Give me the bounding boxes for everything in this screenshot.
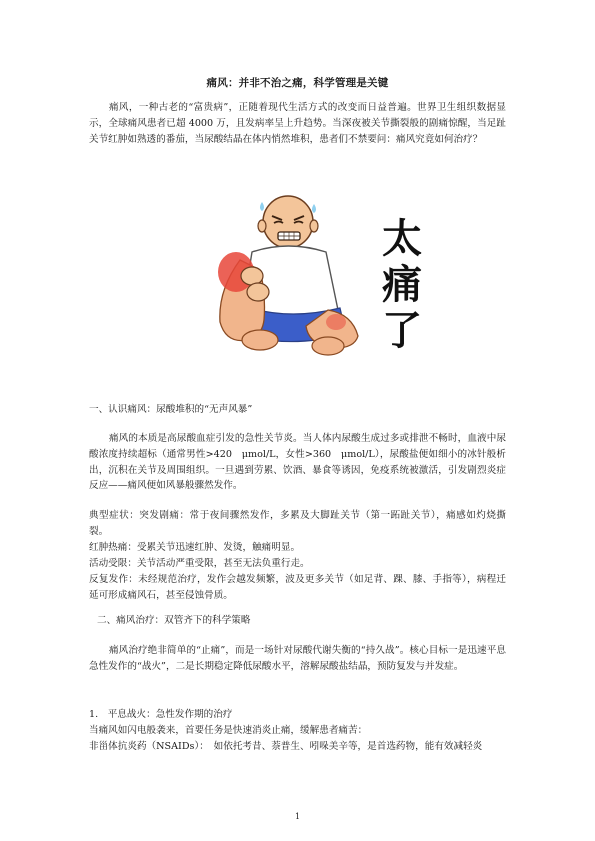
document-title: 痛风：并非不治之痛，科学管理是关键: [206, 77, 389, 89]
subsection-line: 当痛风如闪电般袭来，首要任务是快速消炎止痛，缓解患者痛苦：: [89, 725, 368, 736]
intro-paragraph: 痛风，一种古老的“富贵病”，正随着现代生活方式的改变而日益普遍。世界卫生组织数据显示，全球痛风患者已超 4000 万，且发病率呈上升趋势。当深夜被关节撕裂般的剧痛惊醒，当足趾关节红肿如熟透的番茄，当尿酸结晶在体内悄然堆积，患者们不禁要问：痛风究竟如何治疗？: [89, 102, 506, 145]
caption-char-3: 了: [382, 308, 422, 354]
caption-char-2: 痛: [382, 262, 422, 308]
section1-heading: 一、认识痛风：尿酸堆积的“无声风暴”: [89, 404, 253, 415]
page-number: 1: [294, 812, 301, 821]
subsection-line: 非甾体抗炎药（NSAIDs）： 如依托考昔、萘普生、吲哚美辛等，是首选药物，能有效减轻炎: [89, 741, 483, 752]
subsection-heading: 1. 平息战火：急性发作期的治疗: [89, 709, 233, 720]
symptom-item: 典型症状：突发剧痛：常于夜间骤然发作，多累及大脚趾关节（第一跖趾关节），痛感如灼烧撕裂。: [89, 510, 506, 537]
caption-char-1: 太: [382, 216, 422, 262]
section1-body: 痛风的本质是高尿酸血症引发的急性关节炎。当人体内尿酸生成过多或排泄不畅时，血液中尿酸浓度持续超标（通常男性>420 μmol/L，女性>360 μmol/L），尿酸盐便如细小的冰针般析出，沉积在关节及周围组织。一旦遇到劳累、饮酒、暴食等诱因，免疫系统被激活，引发剧烈炎症反应——痛风便如风暴般骤然发作。: [89, 433, 506, 492]
symptom-item: 反复发作：未经规范治疗，发作会越发频繁，波及更多关节（如足背、踝、膝、手指等），病程迁延可形成痛风石，甚至侵蚀骨质。: [89, 574, 506, 601]
symptom-item: 活动受限：关节活动严重受限，甚至无法负重行走。: [89, 558, 310, 569]
section2-body: 痛风治疗绝非简单的“止痛”，而是一场针对尿酸代谢失衡的“持久战”。核心目标一是迅速平息急性发作的“战火”，二是长期稳定降低尿酸水平，溶解尿酸盐结晶，预防复发与并发症。: [89, 645, 506, 672]
gout-pain-illustration: [200, 190, 435, 365]
symptom-item: 红肿热痛：受累关节迅速红肿、发烫，触痛明显。: [89, 542, 301, 553]
section2-heading: 二、痛风治疗：双管齐下的科学策略: [97, 615, 251, 626]
